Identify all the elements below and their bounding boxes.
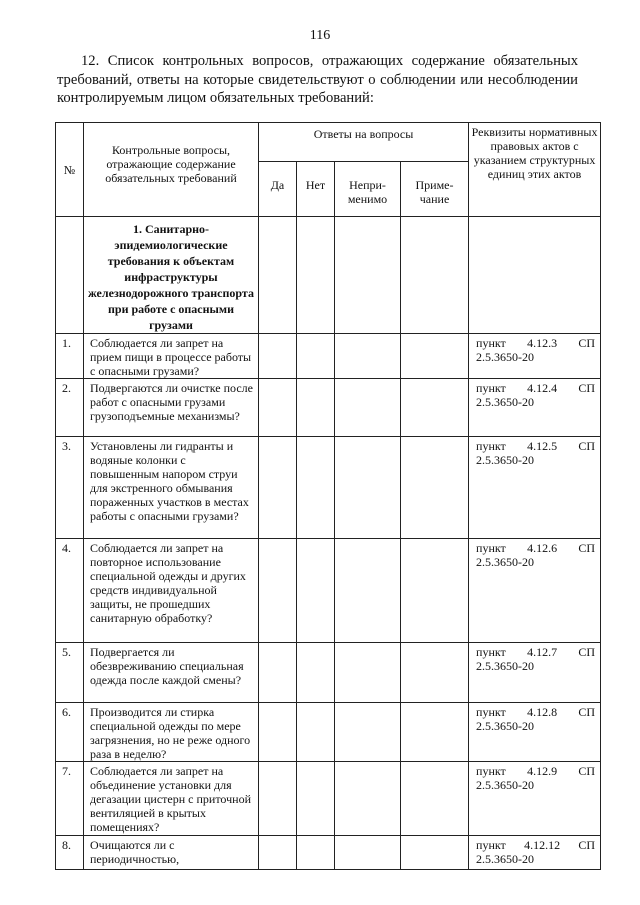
table-row bbox=[56, 703, 601, 762]
ref-code-prefix: СП bbox=[578, 838, 596, 852]
answer-note-cell[interactable] bbox=[401, 334, 469, 379]
answer-note-cell[interactable] bbox=[401, 836, 469, 870]
answer-no-cell[interactable] bbox=[297, 539, 335, 643]
row-number: 6. bbox=[56, 703, 84, 762]
table-row bbox=[56, 643, 601, 703]
ref-clause-number: 4.12.4 bbox=[527, 381, 558, 395]
answer-na-cell[interactable] bbox=[335, 379, 401, 437]
row-question: Подвергается ли обезвреживанию специальная одежда после каждой смены? bbox=[84, 643, 259, 703]
ref-clause-number: 4.12.8 bbox=[527, 705, 558, 719]
row-question: Производится ли стирка специальной одежды по мере загрязнения, но не реже одного раза в неделю? bbox=[84, 703, 259, 762]
header-answer-na-label: Непри-менимо bbox=[347, 178, 388, 206]
answer-yes-cell[interactable] bbox=[259, 643, 297, 703]
answer-note-cell[interactable] bbox=[401, 762, 469, 836]
header-answer-no-label: Нет bbox=[305, 178, 326, 192]
ref-clause-number: 4.12.7 bbox=[527, 645, 558, 659]
ref-line bbox=[476, 541, 595, 555]
answer-yes-cell[interactable] bbox=[259, 334, 297, 379]
ref-code-number: 2.5.3650-20 bbox=[476, 852, 535, 866]
answer-yes-cell[interactable] bbox=[259, 539, 297, 643]
ref-code-prefix: СП bbox=[578, 764, 596, 778]
ref-code-prefix: СП bbox=[578, 381, 596, 395]
ref-line bbox=[476, 381, 595, 395]
section-title: 1. Санитарно-эпидемиологические требования к объектам инфраструктуры железнодорожного транспорта при работе с опасными грузами bbox=[84, 217, 259, 334]
answer-yes-cell[interactable] bbox=[259, 836, 297, 870]
row-question: Соблюдается ли запрет на прием пищи в процессе работы с опасными грузами? bbox=[84, 334, 259, 379]
ref-line bbox=[476, 838, 595, 852]
ref-clause-word: пункт bbox=[476, 705, 506, 719]
answer-no-cell[interactable] bbox=[297, 379, 335, 437]
row-question: Установлены ли гидранты и водяные колонки с повышенным напором струи для экстренного обмывания пораженных участков в местах работы с опасными грузами? bbox=[84, 437, 259, 539]
answer-na-cell[interactable] bbox=[335, 334, 401, 379]
table-row bbox=[56, 437, 601, 539]
row-question: Соблюдается ли запрет на повторное использование специальной одежды и других средств индивидуальной защиты, не прошедших санитарную обработку? bbox=[84, 539, 259, 643]
ref-clause-word: пункт bbox=[476, 645, 506, 659]
ref-code-prefix: СП bbox=[578, 705, 596, 719]
answer-yes-cell[interactable] bbox=[259, 437, 297, 539]
row-requisites bbox=[469, 762, 601, 836]
table-row bbox=[56, 539, 601, 643]
section-row bbox=[56, 217, 601, 334]
ref-clause-word: пункт bbox=[476, 381, 506, 395]
row-number: 4. bbox=[56, 539, 84, 643]
row-number: 8. bbox=[56, 836, 84, 870]
answer-na-cell[interactable] bbox=[335, 703, 401, 762]
ref-code-number: 2.5.3650-20 bbox=[476, 555, 535, 569]
section-no-cell bbox=[297, 217, 335, 334]
answer-note-cell[interactable] bbox=[401, 379, 469, 437]
table-row bbox=[56, 762, 601, 836]
answer-na-cell[interactable] bbox=[335, 836, 401, 870]
row-requisites bbox=[469, 703, 601, 762]
row-requisites bbox=[469, 334, 601, 379]
section-na-cell bbox=[335, 217, 401, 334]
answer-note-cell[interactable] bbox=[401, 539, 469, 643]
row-number: 7. bbox=[56, 762, 84, 836]
ref-clause-word: пункт bbox=[476, 838, 506, 852]
ref-clause-word: пункт bbox=[476, 439, 506, 453]
row-requisites bbox=[469, 836, 601, 870]
ref-code-number: 2.5.3650-20 bbox=[476, 719, 535, 733]
section-note-cell bbox=[401, 217, 469, 334]
ref-line bbox=[476, 705, 595, 719]
ref-line bbox=[476, 439, 595, 453]
section-yes-cell bbox=[259, 217, 297, 334]
header-answer-na bbox=[335, 162, 401, 217]
answer-no-cell[interactable] bbox=[297, 762, 335, 836]
row-requisites bbox=[469, 379, 601, 437]
answer-note-cell[interactable] bbox=[401, 437, 469, 539]
answer-note-cell[interactable] bbox=[401, 703, 469, 762]
intro-paragraph: 12. Список контрольных вопросов, отражающих содержание обязательных требований, ответы на которые свидетельствуют о соблюдении или несоблюдении контролируемым лицом обязательных требований: bbox=[57, 53, 578, 106]
header-requisites: Реквизиты нормативных правовых актов с указанием структурных единиц этих актов bbox=[469, 123, 601, 217]
row-number: 3. bbox=[56, 437, 84, 539]
ref-line bbox=[476, 336, 595, 350]
header-answer-yes bbox=[259, 162, 297, 217]
ref-code-prefix: СП bbox=[578, 336, 596, 350]
ref-clause-number: 4.12.6 bbox=[527, 541, 558, 555]
ref-code-prefix: СП bbox=[578, 541, 596, 555]
row-number: 1. bbox=[56, 334, 84, 379]
table-row bbox=[56, 836, 601, 870]
row-question: Соблюдается ли запрет на объединение установки для дегазации цистерн с приточной вентиляцией в крытых помещениях? bbox=[84, 762, 259, 836]
answer-yes-cell[interactable] bbox=[259, 703, 297, 762]
row-number: 2. bbox=[56, 379, 84, 437]
header-answer-note bbox=[401, 162, 469, 217]
answer-na-cell[interactable] bbox=[335, 539, 401, 643]
section-number-cell bbox=[56, 217, 84, 334]
ref-code-number: 2.5.3650-20 bbox=[476, 350, 535, 364]
ref-clause-word: пункт bbox=[476, 764, 506, 778]
table-row bbox=[56, 334, 601, 379]
answer-no-cell[interactable] bbox=[297, 643, 335, 703]
checklist-table bbox=[55, 122, 601, 870]
ref-line bbox=[476, 645, 595, 659]
row-question: Очищаются ли с периодичностью, bbox=[84, 836, 259, 870]
answer-yes-cell[interactable] bbox=[259, 762, 297, 836]
ref-line bbox=[476, 764, 595, 778]
header-number: № bbox=[56, 123, 84, 217]
ref-code-number: 2.5.3650-20 bbox=[476, 778, 535, 792]
header-answer-no bbox=[297, 162, 335, 217]
header-answer-yes-label: Да bbox=[270, 178, 285, 192]
ref-code-number: 2.5.3650-20 bbox=[476, 659, 535, 673]
page-number: 116 bbox=[309, 28, 331, 43]
row-requisites bbox=[469, 643, 601, 703]
answer-na-cell[interactable] bbox=[335, 643, 401, 703]
answer-note-cell[interactable] bbox=[401, 643, 469, 703]
ref-clause-number: 4.12.9 bbox=[527, 764, 558, 778]
ref-clause-number: 4.12.5 bbox=[527, 439, 558, 453]
ref-clause-number: 4.12.12 bbox=[524, 838, 561, 852]
section-ref-cell bbox=[469, 217, 601, 334]
answer-no-cell[interactable] bbox=[297, 437, 335, 539]
answer-yes-cell[interactable] bbox=[259, 379, 297, 437]
row-requisites bbox=[469, 539, 601, 643]
row-requisites bbox=[469, 437, 601, 539]
answer-no-cell[interactable] bbox=[297, 836, 335, 870]
table-header-row bbox=[56, 123, 601, 162]
ref-code-prefix: СП bbox=[578, 439, 596, 453]
ref-clause-word: пункт bbox=[476, 541, 506, 555]
ref-clause-word: пункт bbox=[476, 336, 506, 350]
row-question: Подвергаются ли очистке после работ с опасными грузами грузоподъемные механизмы? bbox=[84, 379, 259, 437]
answer-na-cell[interactable] bbox=[335, 437, 401, 539]
header-answers-group: Ответы на вопросы bbox=[259, 123, 469, 162]
answer-no-cell[interactable] bbox=[297, 334, 335, 379]
header-answer-note-label: Приме-чание bbox=[415, 178, 454, 206]
row-number: 5. bbox=[56, 643, 84, 703]
answer-na-cell[interactable] bbox=[335, 762, 401, 836]
table-row bbox=[56, 379, 601, 437]
ref-code-number: 2.5.3650-20 bbox=[476, 453, 535, 467]
answer-no-cell[interactable] bbox=[297, 703, 335, 762]
ref-code-prefix: СП bbox=[578, 645, 596, 659]
ref-code-number: 2.5.3650-20 bbox=[476, 395, 535, 409]
ref-clause-number: 4.12.3 bbox=[527, 336, 558, 350]
header-questions: Контрольные вопросы, отражающие содержание обязательных требований bbox=[84, 123, 259, 217]
